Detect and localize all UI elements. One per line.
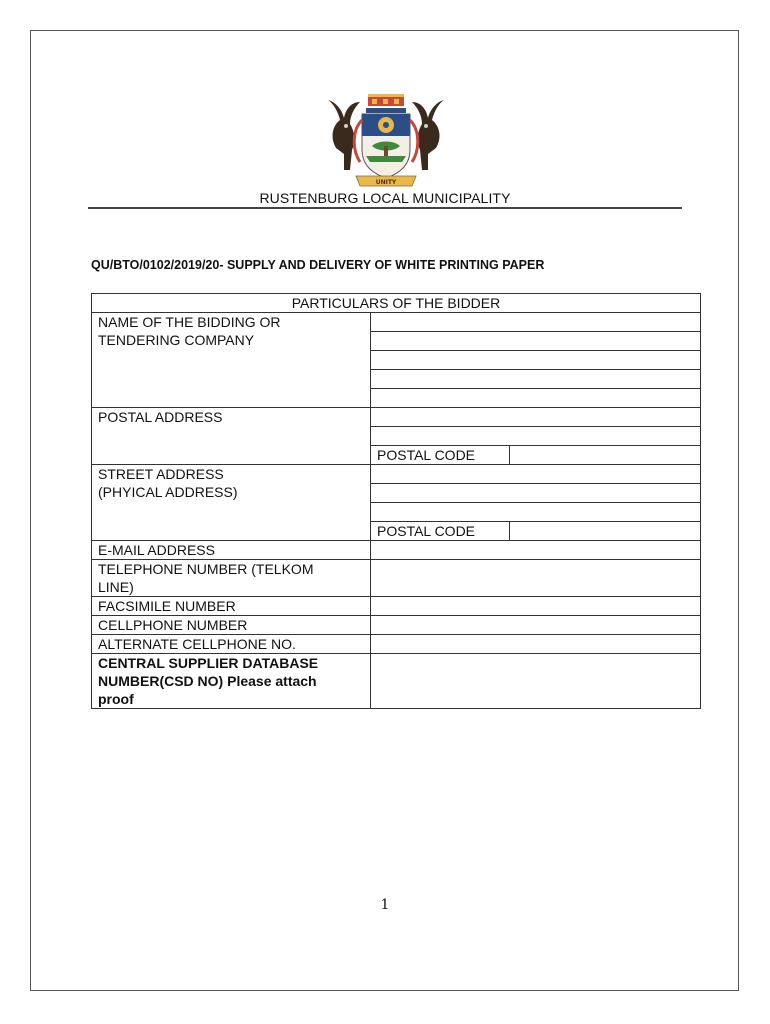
company-name-field[interactable] bbox=[371, 313, 701, 332]
street-address-label-line-1: STREET ADDRESS bbox=[98, 466, 224, 482]
postal-address-field[interactable] bbox=[371, 427, 701, 446]
cellphone-label: CELLPHONE NUMBER bbox=[92, 616, 371, 635]
page-number: 1 bbox=[380, 897, 390, 913]
postal-code-label: POSTAL CODE bbox=[371, 446, 510, 465]
street-postal-code-field[interactable] bbox=[510, 522, 701, 541]
form-header: PARTICULARS OF THE BIDDER bbox=[92, 294, 701, 313]
company-name-field[interactable] bbox=[371, 370, 701, 389]
cellphone-field[interactable] bbox=[371, 616, 701, 635]
tender-title: QU/BTO/0102/2019/20- SUPPLY AND DELIVERY OF WHITE PRINTING PAPER bbox=[91, 258, 545, 272]
logo-motto: UNITY bbox=[375, 179, 397, 186]
coat-of-arms-icon bbox=[322, 90, 450, 190]
alt-cellphone-field[interactable] bbox=[371, 635, 701, 654]
company-name-label-line-1: NAME OF THE BIDDING OR bbox=[98, 314, 281, 330]
postal-address-field[interactable] bbox=[371, 408, 701, 427]
fax-field[interactable] bbox=[371, 597, 701, 616]
street-address-label-line-2: (PHYICAL ADDRESS) bbox=[98, 484, 238, 500]
email-field[interactable] bbox=[371, 541, 701, 560]
csd-number-label bbox=[92, 654, 371, 709]
company-name-field[interactable] bbox=[371, 332, 701, 351]
municipality-title: RUSTENBURG LOCAL MUNICIPALITY bbox=[259, 190, 511, 206]
csd-label-line-1: CENTRAL SUPPLIER DATABASE bbox=[98, 655, 319, 671]
company-name-field[interactable] bbox=[371, 389, 701, 408]
email-label: E-MAIL ADDRESS bbox=[92, 541, 371, 560]
company-name-label-line-2: TENDERING COMPANY bbox=[98, 332, 255, 348]
street-address-field[interactable] bbox=[371, 484, 701, 503]
street-address-label bbox=[92, 465, 371, 541]
fax-label: FACSIMILE NUMBER bbox=[92, 597, 371, 616]
alt-cellphone-label: ALTERNATE CELLPHONE NO. bbox=[92, 635, 371, 654]
csd-number-field[interactable] bbox=[371, 654, 701, 709]
street-address-field[interactable] bbox=[371, 465, 701, 484]
company-name-label bbox=[92, 313, 371, 408]
telephone-label-line-2: LINE) bbox=[98, 579, 134, 595]
csd-label-line-2: NUMBER(CSD NO) Please attach bbox=[98, 673, 317, 689]
title-rule bbox=[88, 207, 682, 209]
postal-code-field[interactable] bbox=[510, 446, 701, 465]
company-name-field[interactable] bbox=[371, 351, 701, 370]
postal-address-label: POSTAL ADDRESS bbox=[92, 408, 371, 465]
telephone-field[interactable] bbox=[371, 560, 701, 597]
telephone-label-line-1: TELEPHONE NUMBER (TELKOM bbox=[98, 561, 314, 577]
bidder-particulars-form bbox=[91, 293, 700, 709]
street-postal-code-label: POSTAL CODE bbox=[371, 522, 510, 541]
csd-label-line-3: proof bbox=[98, 691, 134, 707]
telephone-label bbox=[92, 560, 371, 597]
street-address-field[interactable] bbox=[371, 503, 701, 522]
